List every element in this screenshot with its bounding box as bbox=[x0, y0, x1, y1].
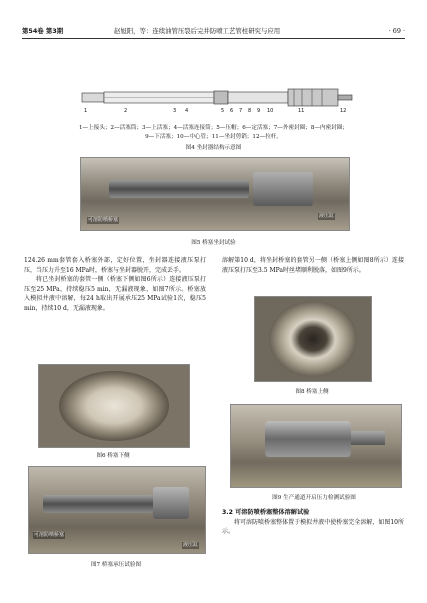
fig4-num-2: 2 bbox=[124, 108, 128, 114]
page-number: · 69 · bbox=[388, 27, 405, 35]
running-header bbox=[22, 24, 405, 39]
journal-volume: 第54卷 第3期 bbox=[22, 27, 64, 35]
fig6-photo bbox=[38, 364, 190, 448]
fig7-tag-cylinder: 液压缸 bbox=[182, 542, 198, 548]
connecting-barrel bbox=[228, 92, 288, 103]
fig4-num-12: 12 bbox=[340, 108, 347, 114]
upper-sub bbox=[82, 93, 104, 102]
right-column-bottom bbox=[222, 508, 404, 537]
fig4-num-1: 1 bbox=[84, 108, 88, 114]
fig5-tag-cylinder: 液压缸 bbox=[318, 213, 334, 219]
fig4-drawing bbox=[80, 86, 355, 116]
fig4-num-9: 9 bbox=[257, 108, 261, 114]
fig7-tag-plug: 可溶防喷桥塞 bbox=[34, 532, 65, 538]
upper-piston bbox=[214, 91, 228, 104]
fig4-num-6: 6 bbox=[230, 108, 234, 114]
fig4-num-7: 7 bbox=[239, 108, 243, 114]
fig5-caption: 图5 桥塞坐封试验 bbox=[191, 240, 236, 246]
fig9-photo bbox=[230, 404, 402, 488]
fig8-caption: 图8 桥塞上侧 bbox=[295, 389, 329, 395]
fig4-legend-line1: 1—上接头；2—活塞筒；3—上活塞；4—活塞连接筒；5—压帽；6—定活塞；7—外密封圈；8—内密封圈； bbox=[78, 125, 348, 131]
fig4-caption: 图4 坐封器结构示意图 bbox=[185, 145, 242, 151]
fig4-num-11: 11 bbox=[298, 108, 305, 114]
right-column-top bbox=[222, 256, 404, 275]
fig4-legend-line2: 9—下活塞；10—中心管；11—坐封剪销；12—拉杆。 bbox=[145, 134, 282, 140]
fig7-photo bbox=[28, 466, 206, 554]
fig9-caption: 图9 生产通道开启压力检测试验图 bbox=[272, 495, 356, 501]
fig6-caption: 图6 桥塞下侧 bbox=[96, 453, 130, 459]
seal-section bbox=[288, 89, 338, 106]
left-column bbox=[24, 256, 206, 314]
fig4-num-4: 4 bbox=[185, 108, 189, 114]
fig4-num-5: 5 bbox=[221, 108, 225, 114]
fig4-num-8: 8 bbox=[248, 108, 252, 114]
fig5-tag-plug: 可溶防喷桥塞 bbox=[88, 217, 119, 223]
fig5-photo bbox=[80, 157, 350, 231]
right-paragraph-1: 溶解第10 d，将坐封桥塞的套管另一侧（桥塞上侧如图8所示）连接液压泵打压至3.5 MPa时丝堵顺利脱落，如图9所示。 bbox=[222, 257, 404, 274]
right-paragraph-3: 将可溶防喷桥塞整体置于模拟井液中使桥塞完全溶解，如图10所示。 bbox=[222, 518, 404, 536]
fig4-num-3: 3 bbox=[173, 108, 177, 114]
pull-rod bbox=[338, 95, 352, 100]
section-heading: 3.2 可溶防喷桥塞整体溶解试验 bbox=[222, 509, 310, 516]
fig8-photo bbox=[254, 296, 372, 382]
running-title: 赵旭阳，等：连续油管压裂后完井防喷工艺管柱研究与应用 bbox=[114, 27, 281, 35]
left-paragraph-2: 将已坐封桥塞的套管一侧（桥塞下侧如图6所示）连接液压泵打压至25 MPa，持续稳压5 min，无漏液现象，如图7所示。桥塞放入模拟井液中溶解，每24 h取出开展承压25 MPa试验1次，稳压5 min，持续10 d，无漏液现象。 bbox=[24, 276, 206, 312]
fig7-caption: 图7 桥塞承压试验图 bbox=[90, 562, 142, 568]
fig4-num-10: 10 bbox=[267, 108, 274, 114]
left-paragraph-1: 124.26 mm套管套入桥塞外部，定好位置，坐封器连接液压泵打压，当压力升至16 MPa时，桥塞与坐封器脱开，完成丢手。 bbox=[24, 257, 206, 274]
